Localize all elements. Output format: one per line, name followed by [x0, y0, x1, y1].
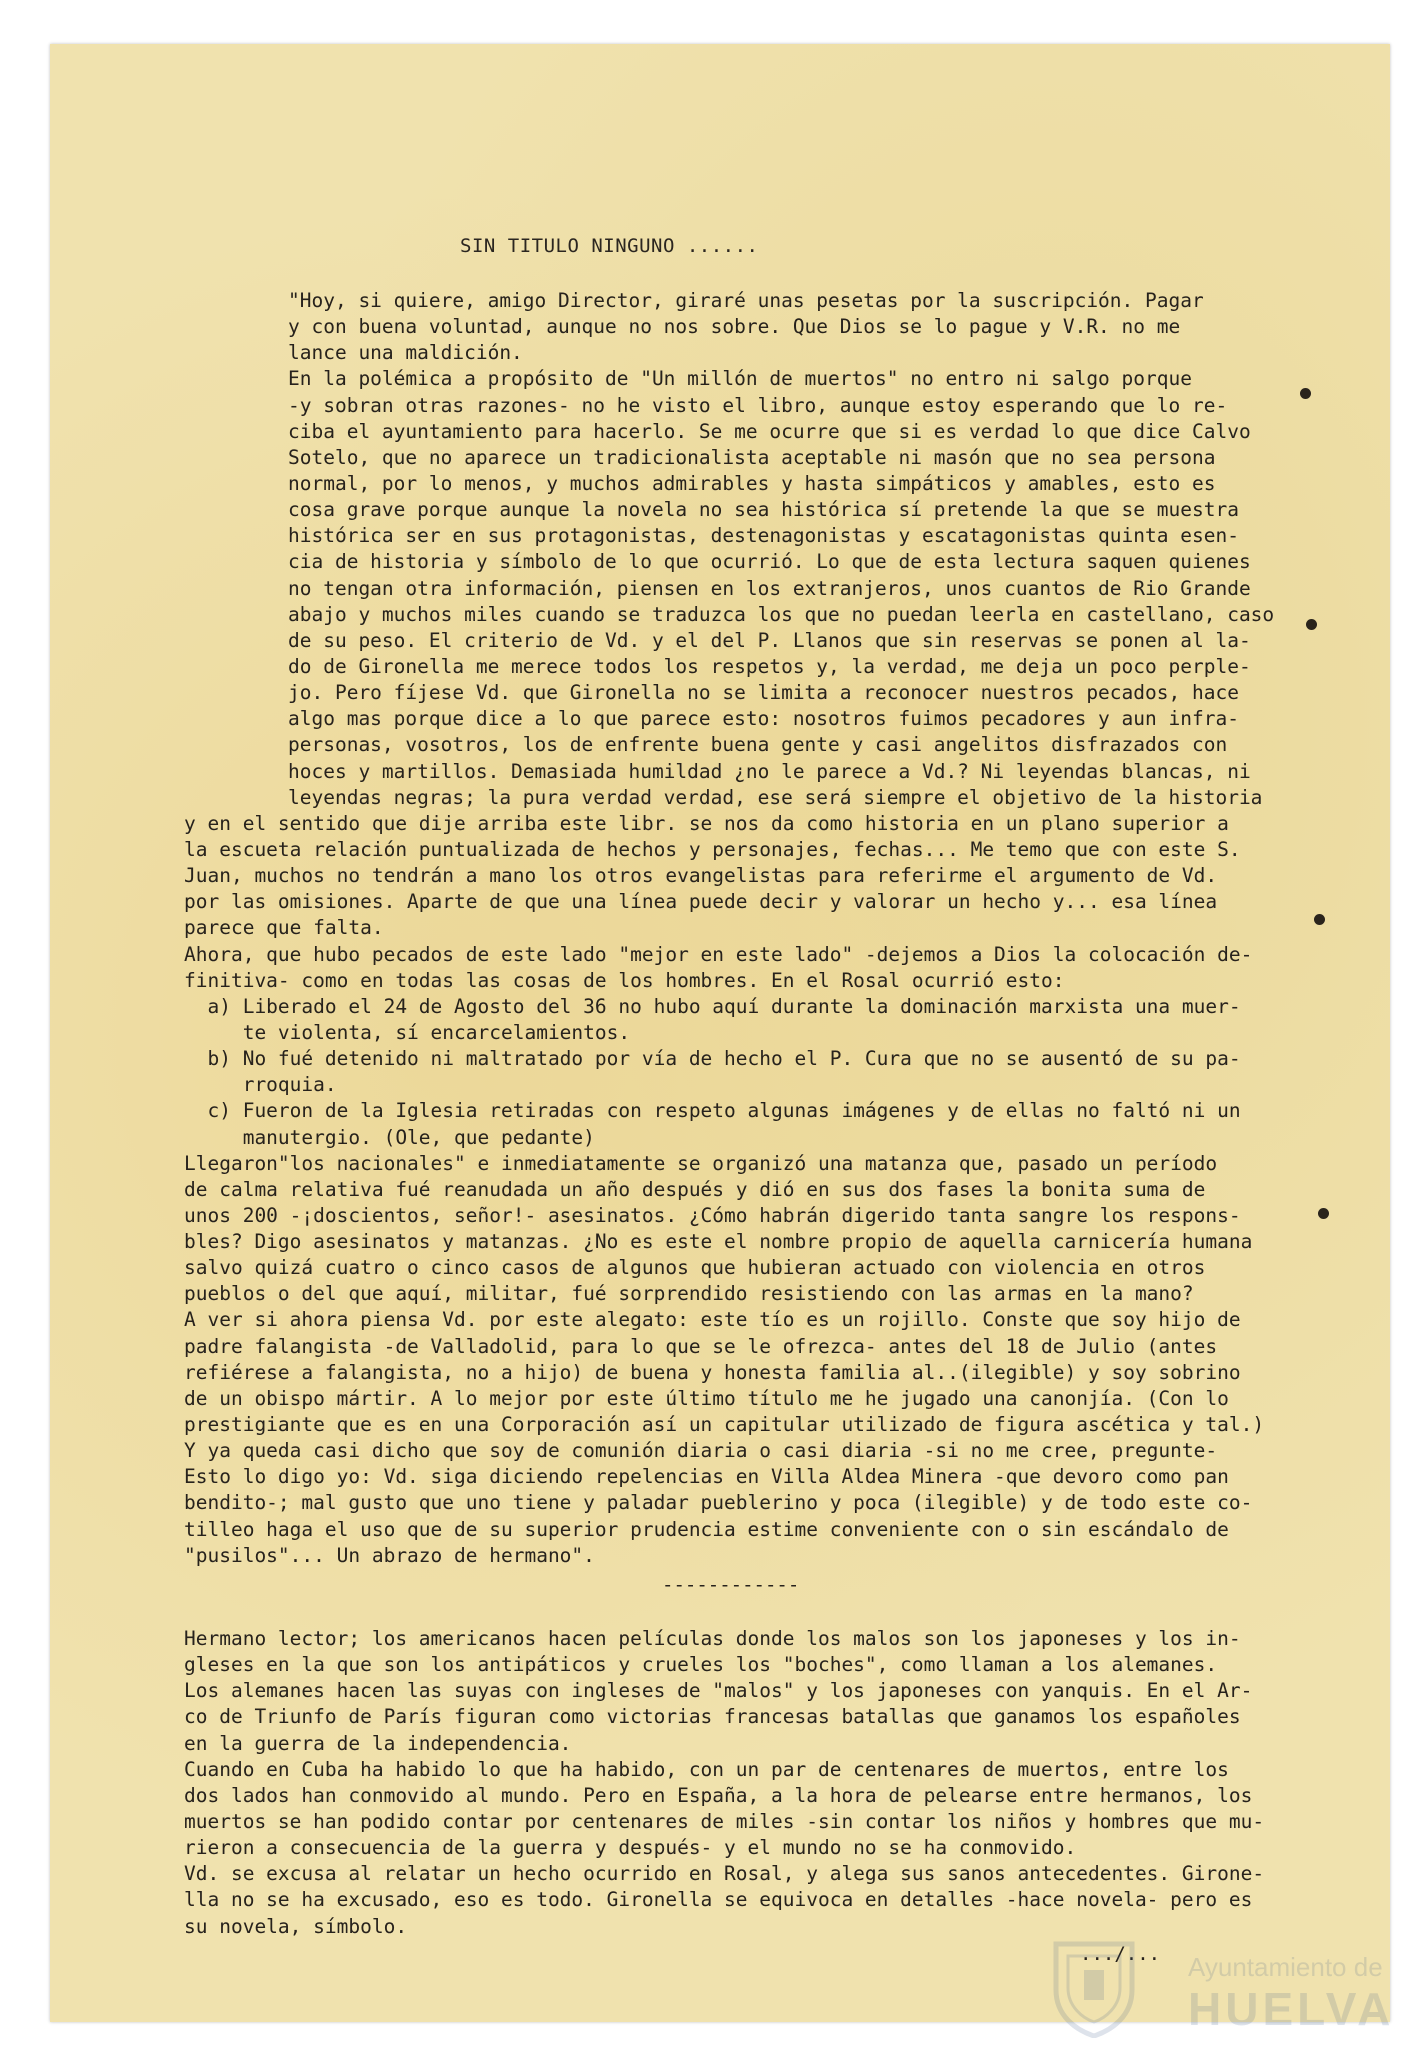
text-line: su novela, símbolo.: [184, 1914, 408, 1938]
text-line: gleses en la que son los antipáticos y crueles los "boches", como llaman a los alemanes.: [184, 1653, 1218, 1677]
text-line: Llegaron"los nacionales" e inmediatamente se organizó una matanza que, pasado un período: [184, 1151, 1218, 1175]
text-line: parece que falta.: [184, 916, 384, 940]
text-line: co de Triunfo de París figuran como victorias francesas batallas que ganamos los españoles: [184, 1705, 1241, 1729]
text-line: la escueta relación puntualizada de hechos y personajes, fechas... Me temo que con este S.: [184, 837, 1241, 861]
ink-dot: [1318, 1208, 1329, 1219]
text-line: bles? Digo asesinatos y matanzas. ¿No es este el nombre propio de aquella carnicería humana: [184, 1230, 1253, 1254]
text-line: Sotelo, que no aparece un tradicionalista aceptable ni masón que no sea persona: [288, 445, 1216, 469]
text-line: normal, por lo menos, y muchos admirables y hasta simpáticos y amables, esto es: [288, 471, 1216, 495]
text-line: y en el sentido que dije arriba este libr. se nos da como historia en un plano superior a: [184, 811, 1229, 835]
text-line: a) Liberado el 24 de Agosto del 36 no hubo aquí durante la dominación marxista una muer-: [184, 994, 1241, 1018]
text-line: te violenta, sí encarcelamientos.: [184, 1020, 631, 1044]
text-line: tilleo haga el uso que de su superior prudencia estime conveniente con o sin escándalo de: [184, 1517, 1229, 1541]
ink-dot: [1314, 914, 1325, 925]
ink-dot: [1306, 619, 1317, 630]
ink-dot: [1300, 388, 1311, 399]
letter-body: [184, 288, 1274, 1569]
text-line: en la guerra de la independencia.: [184, 1731, 572, 1755]
text-line: manutergio. (Ole, que pedante): [184, 1125, 595, 1149]
text-line: abajo y muchos miles cuando se traduzca los que no puedan leerla en castellano, caso: [288, 602, 1275, 626]
text-line: y con buena voluntad, aunque no nos sobre. Que Dios se lo pague y V.R. no me: [288, 315, 1181, 339]
coat-of-arms-icon: [1050, 1938, 1138, 2038]
commentary-body: [184, 1626, 1264, 1940]
text-line: bendito-; mal gusto que uno tiene y paladar pueblerino y poca (ilegible) y de todo este co-: [184, 1491, 1253, 1515]
text-line: Juan, muchos no tendrán a mano los otros evangelistas para referirme el argumento de Vd.: [184, 864, 1218, 888]
watermark-line-2: HUELVA: [1188, 1983, 1395, 2035]
text-line: rroquia.: [184, 1073, 337, 1097]
text-line: Cuando en Cuba ha habido lo que ha habido, con un par de centenares de muertos, entre los: [184, 1757, 1229, 1781]
text-line: ciba el ayuntamiento para hacerlo. Se me ocurre que si es verdad lo que dice Calvo: [288, 419, 1251, 443]
text-line: Los alemanes hacen las suyas con ingleses de "malos" y los japoneses con yanquis. En el Ar-: [184, 1679, 1253, 1703]
text-line: c) Fueron de la Iglesia retiradas con respeto algunas imágenes y de ellas no faltó ni un: [184, 1099, 1241, 1123]
text-line: cia de historia y símbolo de lo que ocurrió. Lo que de esta lectura saquen quienes: [288, 550, 1251, 574]
text-line: A ver si ahora piensa Vd. por este alegato: este tío es un rojillo. Conste que soy hijo de: [184, 1308, 1241, 1332]
text-line: Ahora, que hubo pecados de este lado "mejor en este lado" -dejemos a Dios la colocación de-: [184, 942, 1253, 966]
text-line: de su peso. El criterio de Vd. y el del P. Llanos que sin reservas se ponen al la-: [288, 628, 1251, 652]
continuation-mark: .../...: [1080, 1943, 1161, 1965]
text-line: de un obispo mártir. A lo mejor por este último título me he jugado una canonjía. (Con lo: [184, 1386, 1229, 1410]
text-line: Esto lo digo yo: Vd. siga diciendo repelencias en Villa Aldea Minera -que devoro como pan: [184, 1465, 1229, 1489]
text-line: lla no se ha excusado, eso es todo. Gironella se equivoca en detalles -hace novela- pero es: [184, 1888, 1253, 1912]
text-line: -y sobran otras razones- no he visto el libro, aunque estoy esperando que lo re-: [288, 393, 1228, 417]
institution-watermark: [1050, 1934, 1395, 2044]
text-line: padre falangista -de Valladolid, para lo que se le ofrezca- antes del 18 de Julio (antes: [184, 1334, 1218, 1358]
text-line: do de Gironella me merece todos los respetos y, la verdad, me deja un poco perple-: [288, 654, 1251, 678]
text-line: b) No fué detenido ni maltratado por vía de hecho el P. Cura que no se ausentó de su pa-: [184, 1047, 1241, 1071]
text-line: muertos se han podido contar por centenares de miles -sin contar los niños y hombres que mu-: [184, 1809, 1265, 1833]
text-line: histórica ser en sus protagonistas, destenagonistas y escatagonistas quinta esen-: [288, 524, 1239, 548]
text-line: Y ya queda casi dicho que soy de comunión diaria o casi diaria -si no me cree, pregunte-: [184, 1439, 1218, 1463]
text-line: por las omisiones. Aparte de que una línea puede decir y valorar un hecho y... esa línea: [184, 890, 1218, 914]
text-line: dos lados han conmovido al mundo. Pero en España, a la hora de pelearse entre hermanos, los: [184, 1783, 1253, 1807]
text-line: "pusilos"... Un abrazo de hermano".: [184, 1543, 595, 1567]
text-line: lance una maldición.: [288, 341, 523, 365]
text-line: cosa grave porque aunque la novela no sea histórica sí pretende la que se muestra: [288, 498, 1239, 522]
text-line: no tengan otra información, piensen en los extranjeros, unos cuantos de Rio Grande: [288, 576, 1251, 600]
text-line: Vd. se excusa al relatar un hecho ocurrido en Rosal, y alega sus sanos antecedentes. Girone-: [184, 1862, 1265, 1886]
text-line: "Hoy, si quiere, amigo Director, giraré unas pesetas por la suscripción. Pagar: [288, 289, 1204, 312]
text-line: prestigiante que es en una Corporación así un capitular utilizado de figura ascética y tal.): [184, 1413, 1265, 1437]
text-line: En la polémica a propósito de "Un millón de muertos" no entro ni salgo porque: [288, 367, 1192, 391]
text-line: finitiva- como en todas las cosas de los hombres. En el Rosal ocurrió esto:: [184, 968, 1065, 992]
section-separator: ------------: [662, 1574, 800, 1596]
text-line: salvo quizá cuatro o cinco casos de algunos que hubieran actuado con violencia en otros: [184, 1256, 1206, 1280]
text-line: unos 200 -¡doscientos, señor!- asesinatos. ¿Cómo habrán digerido tanta sangre los respons-: [184, 1203, 1241, 1227]
text-line: pueblos o del que aquí, militar, fué sorprendido resistiendo con las armas en la mano?: [184, 1282, 1194, 1306]
text-line: leyendas negras; la pura verdad verdad, ese será siempre el objetivo de la historia: [288, 785, 1263, 809]
text-line: personas, vosotros, los de enfrente buena gente y casi angelitos disfrazados con: [288, 733, 1228, 757]
text-line: refiérese a falangista, no a hijo) de buena y honesta familia al..(ilegible) y soy sobrino: [184, 1360, 1241, 1384]
document-page: [50, 44, 1395, 2035]
watermark-line-1: Ayuntamiento de: [1188, 1952, 1383, 1982]
text-line: rieron a consecuencia de la guerra y después- y el mundo no se ha conmovido.: [184, 1836, 1077, 1860]
text-line: jo. Pero fíjese Vd. que Gironella no se limita a reconocer nuestros pecados, hace: [288, 681, 1239, 705]
text-line: hoces y martillos. Demasiada humildad ¿no le parece a Vd.? Ni leyendas blancas, ni: [288, 759, 1251, 783]
page-title: SIN TITULO NINGUNO ......: [460, 235, 759, 257]
text-line: Hermano lector; los americanos hacen películas donde los malos son los japoneses y los in-: [184, 1627, 1241, 1650]
text-line: de calma relativa fué reanudada un año después y dió en sus dos fases la bonita suma de: [184, 1177, 1206, 1201]
text-line: algo mas porque dice a lo que parece esto: nosotros fuimos pecadores y aun infra-: [288, 707, 1239, 731]
